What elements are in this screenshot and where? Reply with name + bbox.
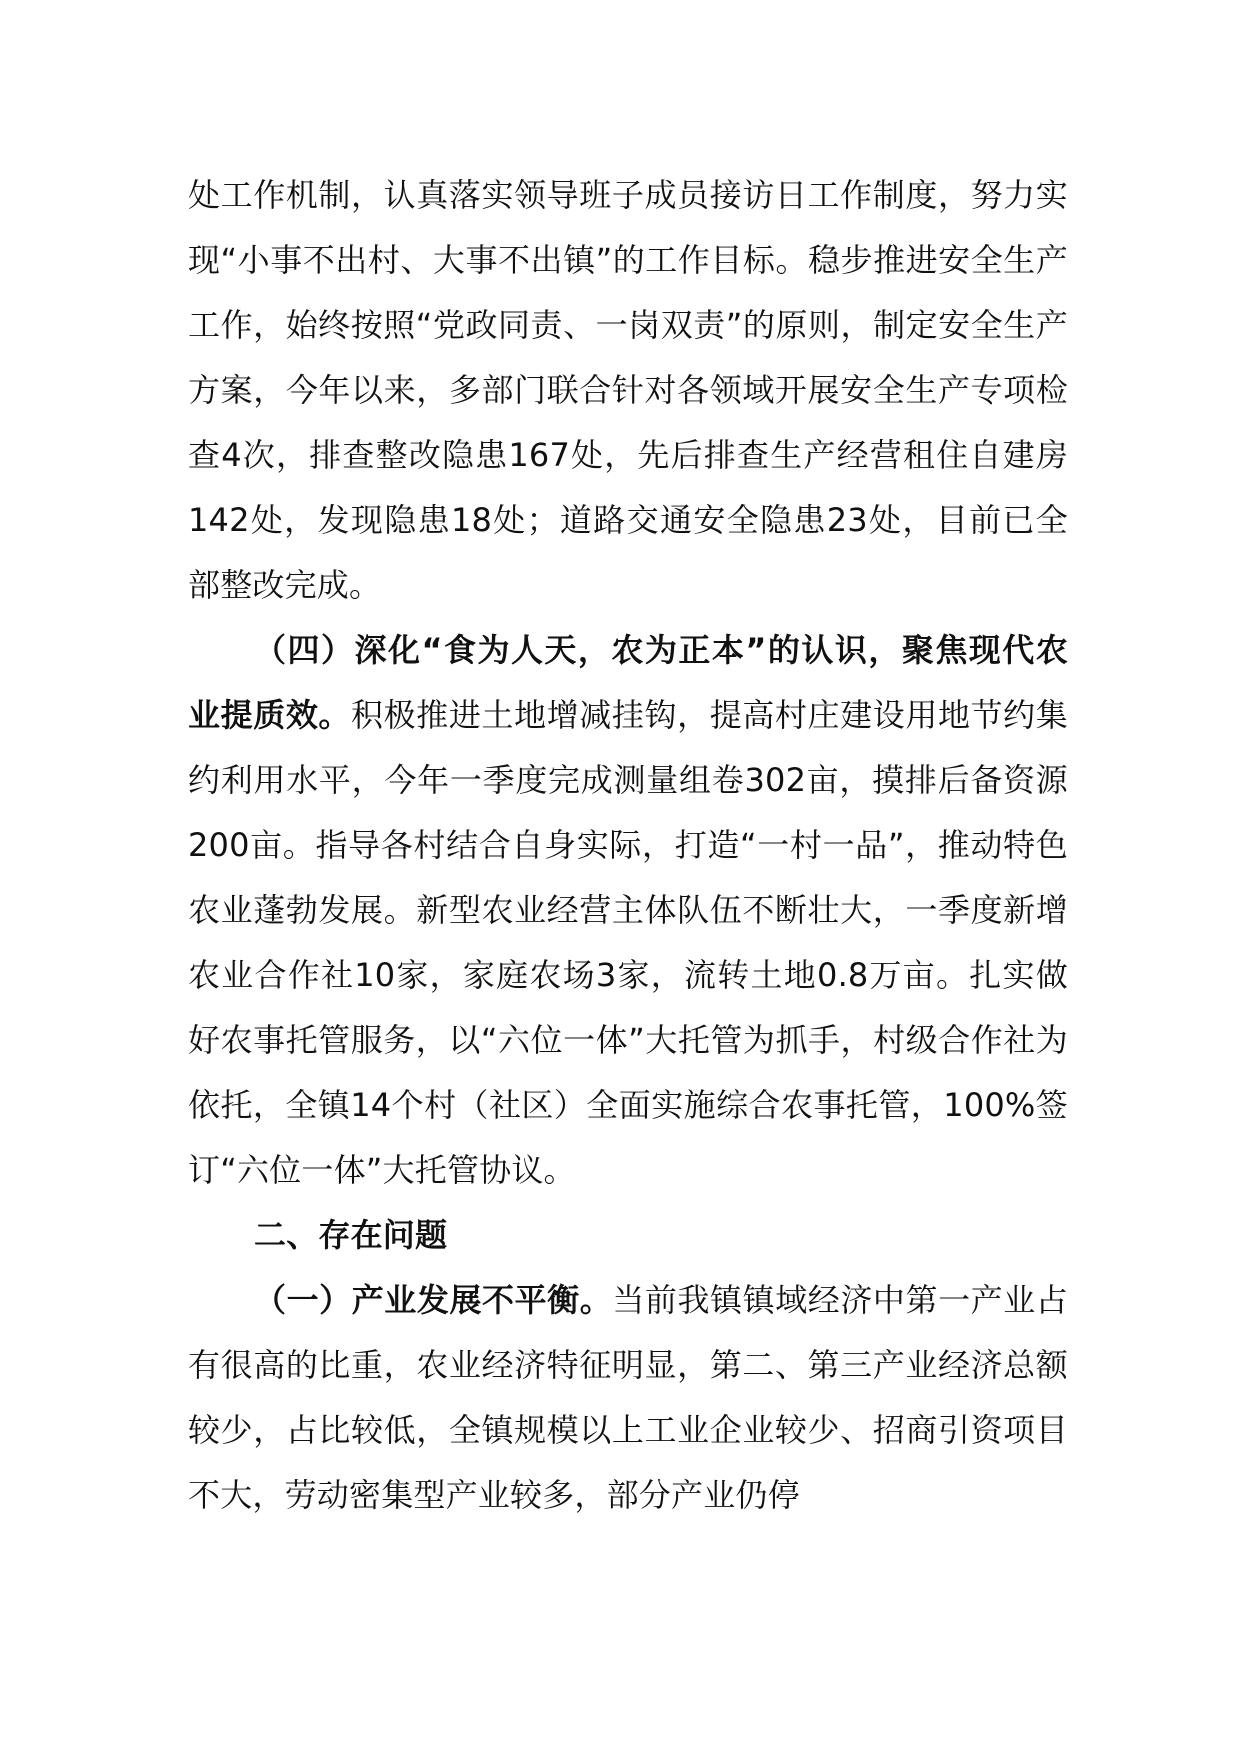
document-body (188, 163, 1068, 1528)
section-heading-problems: 二、存在问题 (254, 1216, 448, 1254)
paragraph-lead-heading: （一）产业发展不平衡。 (254, 1281, 613, 1319)
paragraph-modern-agriculture (188, 618, 1068, 1203)
paragraph-safety-production (188, 163, 1068, 618)
paragraph-body: 当前我镇镇域经济中第一产业占有很高的比重，农业经济特征明显，第二、第三产业经济总额较少，占比较低，全镇规模以上工业企业较少、招商引资项目不大，劳动密集型产业较多，部分产业仍停 (188, 1281, 1068, 1514)
paragraph-lead-heading: （四）深化“食为人天，农为正本”的认识，聚焦现代农业提质效。 (188, 631, 1068, 734)
paragraph-body: 积极推进土地增减挂钩，提高村庄建设用地节约集约利用水平，今年一季度完成测量组卷302亩，摸排后备资源200亩。指导各村结合自身实际，打造“一村一品”，推动特色农业蓬勃发展。新型农业经营主体队伍不断壮大，一季度新增农业合作社10家，家庭农场3家，流转土地0.8万亩。扎实做好农事托管服务，以“六位一体”大托管为抓手，村级合作社为依托，全镇14个村（社区）全面实施综合农事托管，100%签订“六位一体”大托管协议。 (188, 696, 1068, 1189)
paragraph-body: 处工作机制，认真落实领导班子成员接访日工作制度，努力实现“小事不出村、大事不出镇”的工作目标。稳步推进安全生产工作，始终按照“党政同责、一岗双责”的原则，制定安全生产方案，今年以来，多部门联合针对各领域开展安全生产专项检查4次，排查整改隐患167处，先后排查生产经营租住自建房142处，发现隐患18处；道路交通安全隐患23处，目前已全部整改完成。 (188, 176, 1068, 604)
paragraph-industry-imbalance (188, 1268, 1068, 1528)
